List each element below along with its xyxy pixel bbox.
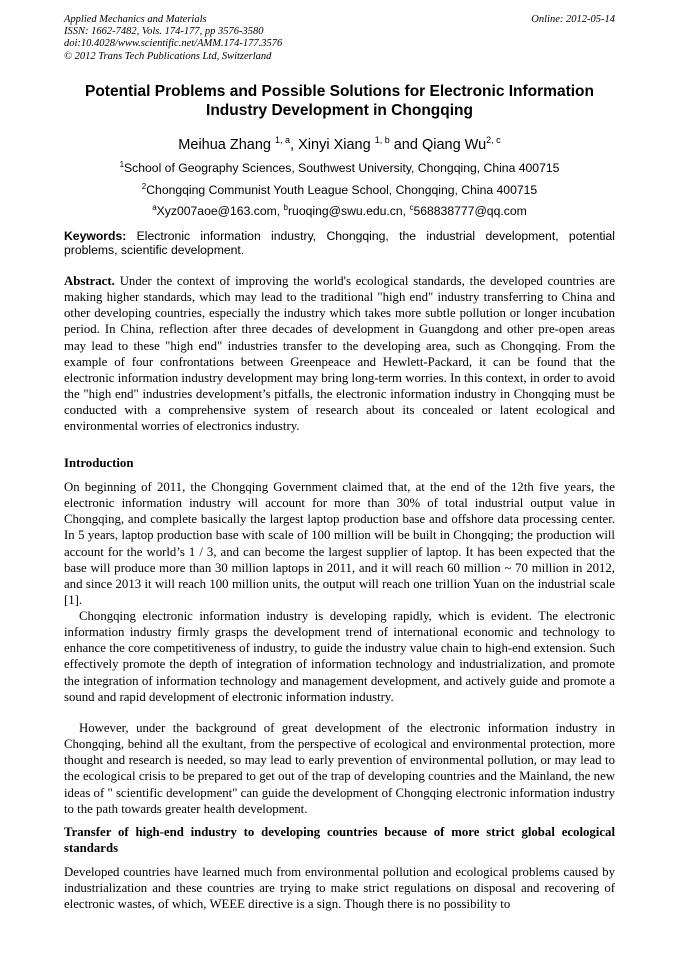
section-heading-introduction: Introduction — [64, 456, 134, 470]
email-mark: b — [283, 203, 288, 212]
paragraph-intro-3: However, under the background of great development of the electronic information industry in Chongqing, behind all the exultant, from the perspective of ecological and environmental protection, more thought and research is needed, so may lead to early prevention of environmental pollution, or may lead to the ecological crisis to be prepared to get out of the trap of developing countries and the Mainland, the new ideas of " scientific development" can guide the development of Chongqing electronic information industry to the path towards greater health development. — [64, 721, 615, 816]
affiliation-1 — [64, 157, 615, 176]
paper-title: Potential Problems and Possible Solutions for Electronic Information Industry Development in Chongqing — [85, 83, 594, 119]
abstract — [64, 273, 615, 435]
email-address: Xyz007aoe@163.com, — [156, 204, 284, 219]
author-name: Xinyi Xiang — [298, 136, 375, 153]
paragraph-intro-1: On beginning of 2011, the Chongqing Government claimed that, at the end of the 12th five years, the electronic information industry will account for more than 30% of total industrial output value in Chongqing, and complete basically the largest laptop production base and offshore data processing center. In 5 years, laptop production base with scale of 100 million will be built in Chongqing; the production will account for the world’s 1 / 3, and can become the largest supplier of laptop. It has been expected that the base will produce more than 30 million laptops in 2011, and it will reach 60 million ~ 70 million in 2012, and since 2013 it will reach 100 million units, the output will reach one trillion Yuan on the industrial scale [1]. — [64, 480, 615, 608]
author-list — [64, 131, 615, 154]
issn-line: ISSN: 1662-7482, Vols. 174-177, pp 3576-3580 — [64, 26, 264, 38]
author-name: Qiang Wu — [421, 136, 487, 153]
affiliation-mark: 2 — [141, 182, 147, 191]
abstract-text: Under the context of improving the world's ecological standards, the developed countries are making higher standards, which may lead to the traditional "high end" industry transferring to China and other developing countries, especially the industry which takes more subtle pollution or longer incubation period. In China, reflection after three decades of development in Guangdong and other pre-open areas may lead to these "high end" industries transfer to the developing area, such as Chongqing. From the example of four confrontations between Greenpeace and Hewlett-Packard, it can be found that the electronic information industry development may bring long-term worries. In this context, in order to avoid the "high end" industries development’s pitfalls, the electronic information industry in Chongqing must be conducted with a comprehensive system of research about its concealed or latent ecological and environmental worries of electronics industry. — [64, 274, 615, 434]
keywords-text: Electronic information industry, Chongqing, the industrial development, potential problems, scientific development. — [64, 229, 615, 257]
doi-line: doi:10.4028/www.scientific.net/AMM.174-177.3576 — [64, 38, 283, 50]
author-affiliation-mark: 1, b — [374, 135, 390, 145]
email-address: 568838777@qq.com — [413, 204, 527, 219]
abstract-label: Abstract. — [64, 274, 115, 288]
author-separator: and — [389, 136, 422, 153]
author-separator: , — [290, 136, 299, 153]
affiliation-mark: 1 — [119, 160, 125, 169]
section-heading-transfer: Transfer of high-end industry to developing countries because of more strict global ecological standards — [64, 825, 615, 856]
email-line — [64, 200, 615, 219]
author-name: Meihua Zhang — [178, 136, 276, 153]
email-mark: a — [152, 203, 157, 212]
email-address: ruoqing@swu.edu.cn, — [287, 204, 410, 219]
paragraph-transfer-1: Developed countries have learned much from environmental pollution and ecological problems caused by industrialization and these countries are trying to make strict regulations on disposal and recovering of electronic wastes, of which, WEEE directive is a sign. Though there is no possibility to — [64, 865, 615, 912]
copyright-line: © 2012 Trans Tech Publications Ltd, Switzerland — [64, 50, 272, 62]
affiliation-text: Chongqing Communist Youth League School, Chongqing, China 400715 — [146, 183, 538, 198]
paragraph-intro-2: Chongqing electronic information industry is developing rapidly, which is evident. The electronic information industry firmly grasps the development trend of international economic and technology to enhance the core competitiveness of industry, to guide the industry value chain to high-end extension. Such effectively promote the depth of integration of information technology and industrialization, and promote the integration of information technology and management development, and actively guide and promote a sound and rapid development of electronic information industry. — [64, 609, 615, 704]
affiliation-text: School of Geography Sciences, Southwest University, Chongqing, China 400715 — [124, 161, 560, 176]
online-date: Online: 2012-05-14 — [531, 14, 615, 25]
keywords-label: Keywords: — [64, 229, 127, 243]
keywords — [64, 229, 615, 257]
affiliation-2 — [64, 179, 615, 198]
journal-header — [64, 14, 615, 63]
author-affiliation-mark: 1, a — [275, 135, 291, 145]
author-affiliation-mark: 2, c — [486, 135, 501, 145]
journal-name: Applied Mechanics and Materials — [64, 14, 207, 25]
email-mark: c — [409, 203, 414, 212]
